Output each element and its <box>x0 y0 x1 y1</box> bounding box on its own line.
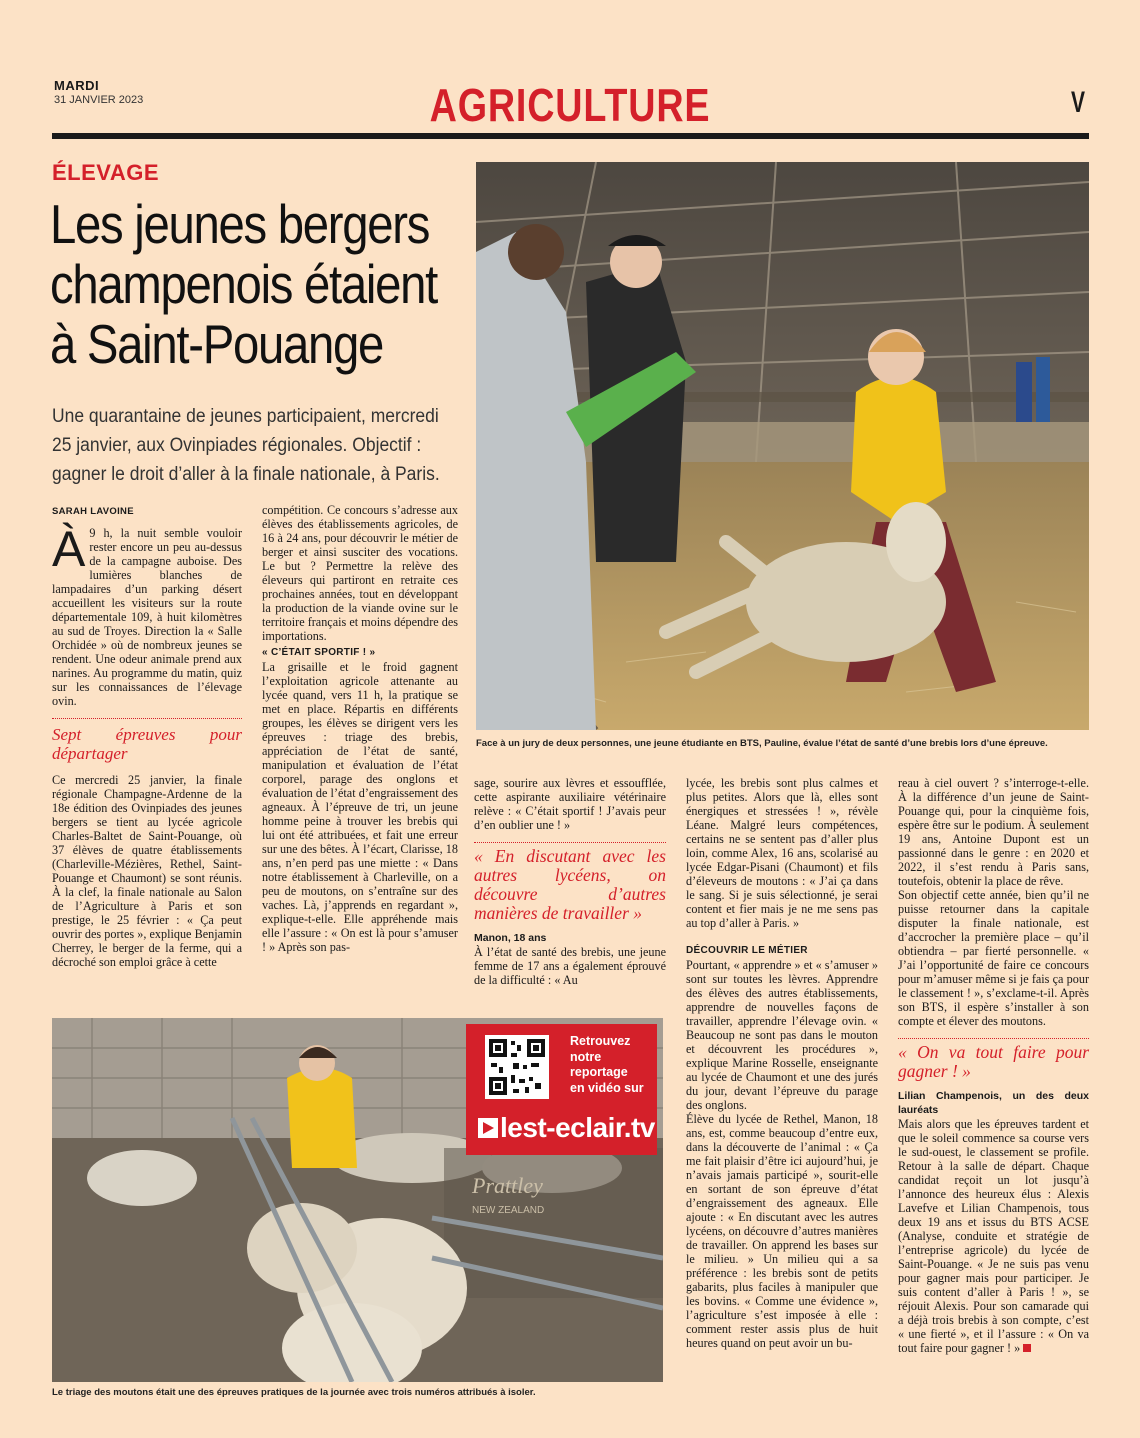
promo-site-link[interactable]: lest-eclair.tv <box>478 1112 655 1144</box>
qr-code-icon[interactable] <box>485 1035 549 1099</box>
promo-text <box>570 1034 650 1096</box>
text-column-3 <box>474 776 666 987</box>
text-column-2 <box>262 503 458 954</box>
paragraph: compétition. Ce concours s’adresse aux élèves des établissements agricoles, de 16 à 24 ans, pour découvrir le métier de berger et ainsi susciter des vocations. Le but ? Permettre la relève des éleveurs qui partiront en retraite ces prochaines années, tout en développant la production de la viande ovine sur le territoire français et moins dépendre des importations. <box>262 503 458 643</box>
article-kicker: ÉLEVAGE <box>52 160 160 185</box>
issue-day: MARDI <box>54 78 100 93</box>
standfirst-line: Une quarantaine de jeunes participaient, mercredi <box>52 406 439 427</box>
text-column-4 <box>686 776 878 1350</box>
dotted-separator <box>474 842 666 843</box>
issue-date: 31 JANVIER 2023 <box>54 94 144 106</box>
text-column-1 <box>52 521 242 969</box>
fence-sign-text: Prattley <box>472 1173 543 1198</box>
headline-line: à Saint-Pouange <box>50 313 384 375</box>
subheading: Sept épreuves pour départager <box>52 725 242 763</box>
promo-line: en vidéo sur <box>570 1080 644 1095</box>
paragraph: lycée, les brebis sont plus calmes et plus petites. Alors que là, elles sont énergiques et stressées ! », révèle Léane. Malgré leurs compétences, certains ne se sentent pas d’aller plus loin, comme Alex, 16 ans, scolarisé au lycée Edgar-Pisani (Chaumont) et fils d’éleveurs de moutons : « J’ai ça dans le sang. Si je suis sélectionné, je serai content et fier mais je ne me sens pas au top d’aller à Paris. » <box>686 776 878 930</box>
headline-line: champenois étaient <box>50 253 437 315</box>
dotted-separator <box>898 1038 1089 1039</box>
lead-paragraph: À 9 h, la nuit semble vouloir rester encore un peu au-dessus de la campagne auboise. Des lumières blanches de lampadaires d’un parking désert accueillent les visiteurs sur la route départementale 109, à huit kilomètres au sud de Troyes. Direction la « Salle Orchidée » où de nombreux jeunes se rendent. Une odeur animale prend aux narines. Au programme du matin, quiz sur les connaissances de l’élevage ovin. <box>52 521 242 708</box>
paragraph: reau à ciel ouvert ? s’interroge-t-elle. À la différence d’un jeune de Saint-Pouange qui, pour la cinquième fois, espère être sur le podium. À seulement 19 ans, Antoine Dupont est un passionné dans le genre : en 2020 et 2022, il s’est rendu à Paris sans, toutefois, obtenir la place de rêve. <box>898 776 1089 888</box>
standfirst-line: gagner le droit d’aller à la finale nationale, à Paris. <box>52 464 440 485</box>
headline-line: Les jeunes bergers <box>50 193 430 255</box>
header-rule <box>52 133 1089 139</box>
text-column-5 <box>898 776 1089 1355</box>
promo-line: Retrouvez <box>570 1034 631 1048</box>
paragraph: Son objectif cette année, bien qu’il ne puisse retourner dans la capitale disputer la finale nationale, est d’accrocher la première place – qu’il obtiendra – par fierté personnelle. « J’ai l’opportunité de faire ce concours pour m’amuser même si je fais ça pour le classement ! », s’exclame-t-il. Après son BTS, il espère s’installer à son compte et élever des moutons. <box>898 888 1089 1028</box>
pull-quote-attribution: Lilian Champenois, un des deux lauréats <box>898 1090 1089 1116</box>
drop-cap: À <box>52 521 86 577</box>
paragraph: Mais alors que les épreuves tardent et que le soleil commence sa course vers le sud-ouest, le classement se profile. Retour à la salle de départ. Chaque candidat reçoit un lot jusqu’à l’annonce des heureux élus : Alexis Lavefve et Lilian Champenois, tous deux 19 ans et issus du BTS ACSE (Analyse, conduite et stratégie de l’entreprise agricole) du lycée de Saint-Pouange. « Je ne suis pas venu pour gagner mais pour participer. Je suis content d’aller à Paris ! », se réjouit Alexis. Pour son camarade qui a déjà trois brebis à son compte, c’est « une fierté », et il l’assure : « On va tout faire pour gagner ! » <box>898 1117 1089 1355</box>
promo-line: notre <box>570 1049 602 1064</box>
standfirst-line: 25 janvier, aux Ovinpiades régionales. Objectif : <box>52 435 422 456</box>
pull-quote: « On va tout faire pour gagner ! » <box>898 1042 1089 1081</box>
paragraph: Pourtant, « apprendre » et « s’amuser » sont sur toutes les lèvres. Apprendre des élèves des autres établissements, apprendre de nouvelles façons de travailler, apprendre l’élevage ovin. « Beaucoup ne sont pas dans le mouton et découvrent les procédures », explique Marine Rosselle, enseignante au lycée de Chaumont et une des jurés du jour, devant l’épreuve du parage des onglons. <box>686 958 878 1112</box>
article-headline <box>50 194 570 374</box>
photo-caption-bottom: Le triage des moutons était une des épreuves pratiques de la journée avec trois numéros attribués à isoler. <box>52 1387 536 1398</box>
play-arrow-icon <box>478 1116 500 1140</box>
paragraph: À l’état de santé des brebis, une jeune femme de 17 ans a également éprouvé de la difficulté : « Au <box>474 945 666 987</box>
promo-line: reportage <box>570 1065 628 1079</box>
article-standfirst <box>52 402 482 489</box>
paragraph: La grisaille et le froid gagnent l’exploitation agricole attenante au lycée quand, vers 11 h, la pratique se met en place. Répartis en différents groupes, les élèves se dirigent vers les épreuves : triage des brebis, appréciation de l’état de santé, manipulation et évaluation de l’état corporel, parage des onglons et évaluation de l’état d’engraissement des agneaux. À l’épreuve de tri, un jeune homme peine à trouver les brebis qui lui ont été attribuées, et fait une erreur sur une des bêtes. À l’écart, Clarisse, 18 ans, n’en perd pas une miette : « Dans notre établissement à Charleville, on a peu de moutons, on s’entraîne sur des vaches. Là, j’apprends en regardant », explique-t-elle. Elle appréhende mais elle l’assure : « On est là pour s’amuser ! » Après son pas- <box>262 660 458 954</box>
pull-quote-attribution: Manon, 18 ans <box>474 932 547 944</box>
page-letter: V <box>1071 86 1086 119</box>
end-mark-icon <box>1023 1344 1031 1352</box>
byline: SARAH LAVOINE <box>52 506 134 517</box>
intertitle: « C’ÉTAIT SPORTIF ! » <box>262 647 376 658</box>
paragraph: Élève du lycée de Rethel, Manon, 18 ans, est, comme beaucoup d’entre eux, dans la découverte de l’animal : « Ça me fait plaisir d’être ici aujourd’hui, je n’avais jamais participé », sourit-elle en sortant de son épreuve d’état d’engraissement des agneaux. Elle ajoute : « En discutant avec les autres lycéens, on découvre d’autres manières de travailler. On apprend les bases sur le milieu. » Un milieu qui a sa préférence : les brebis sont de petits gabarits, plus faciles à manipuler que les bovins. « Comme une évidence », l’agriculture s’est imposée à elle : comment rester assis plus de huit heures quand on peut avoir un bu- <box>686 1112 878 1350</box>
paragraph: Ce mercredi 25 janvier, la finale régionale Champagne-Ardenne de la 18e édition des Ovinpiades des jeunes bergers se tient au lycée agricole Charles-Baltet de Saint-Pouange, où 37 élèves de quatre établissements (Charleville-Mézières, Rethel, Saint-Pouange et Chaumont) se sont réunis. À la clef, la finale nationale au Salon de l’Agriculture à Paris et son prestige, le 25 février : « Ça peut ouvrir des portes », explique Benjamin Cherrey, le berger de la ferme, qui a décroché son emploi grâce à cette <box>52 773 242 969</box>
dotted-separator <box>52 718 242 719</box>
fence-sign-subtext: NEW ZEALAND <box>472 1205 545 1216</box>
photo-caption-top: Face à un jury de deux personnes, une jeune étudiante en BTS, Pauline, évalue l’état de santé d’une brebis lors d’une épreuve. <box>476 738 1048 749</box>
section-rubric: AGRICULTURE <box>429 79 711 131</box>
paragraph: sage, sourire aux lèvres et essoufflée, cette aspirante auxiliaire vétérinaire relève : « C’était sportif ! J’avais peur d’en oublier une ! » <box>474 776 666 832</box>
intertitle: DÉCOUVRIR LE MÉTIER <box>686 945 808 956</box>
pull-quote: « En discutant avec les autres lycéens, on découvre d’autres manières de travailler » <box>474 846 666 923</box>
